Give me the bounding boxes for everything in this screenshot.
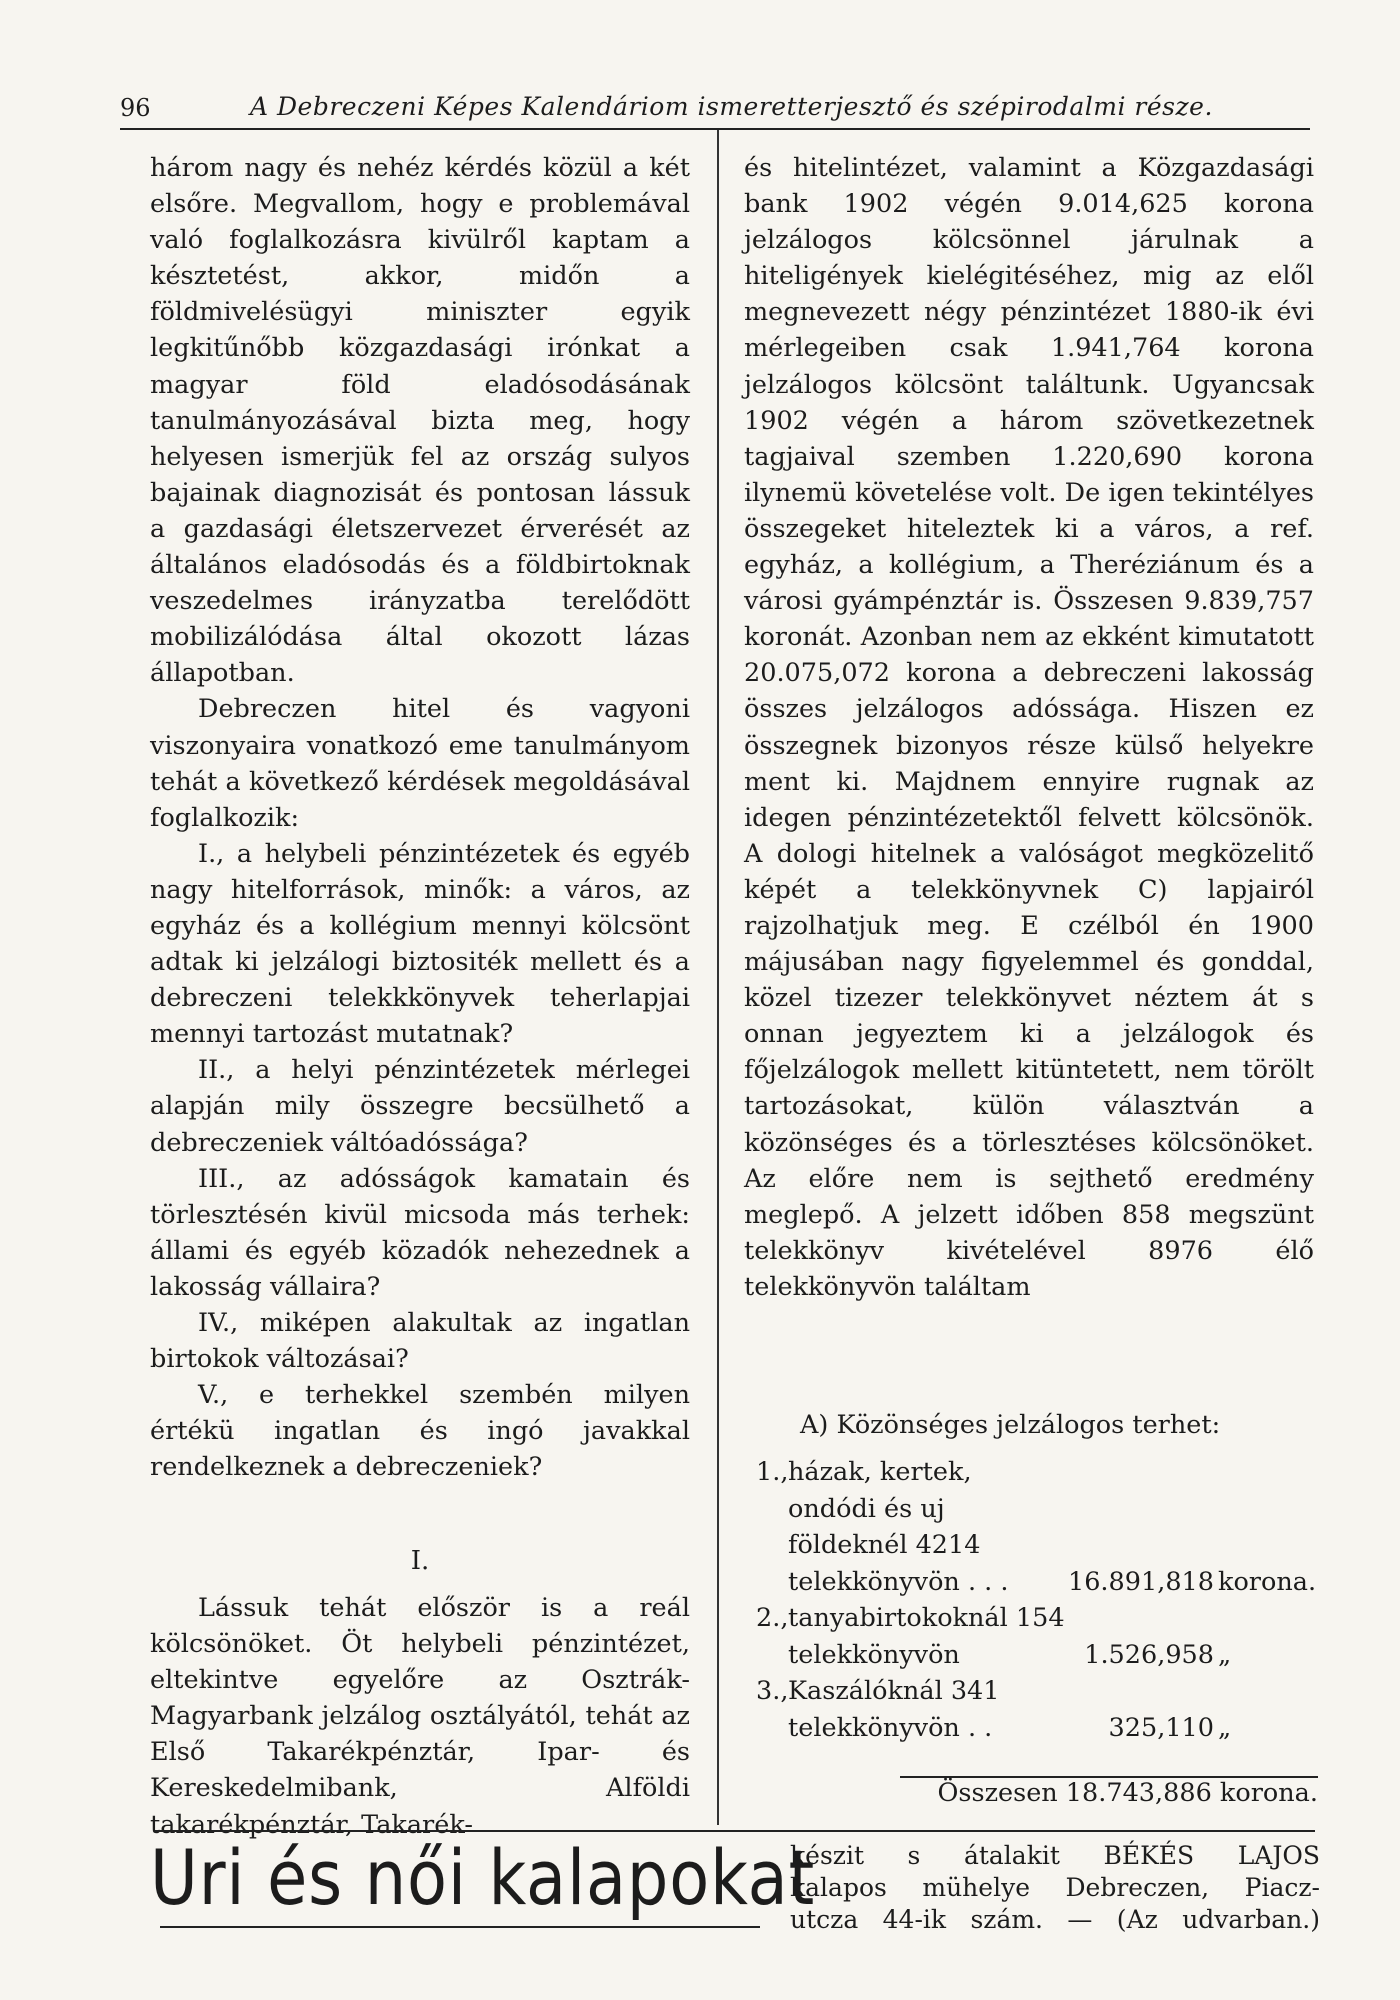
advertisement-line: kalapos mühelye Debreczen, Piacz- (790, 1873, 1320, 1902)
mortgage-table (756, 1454, 1316, 1746)
amount-unit: „ (1218, 1639, 1232, 1670)
section-text (150, 1590, 690, 1843)
mortgage-total: Összesen 18.743,886 korona. (937, 1778, 1318, 1808)
row-description: Kaszálóknál 341 telekkönyvön . . (788, 1676, 1000, 1743)
advertisement-line: készit s átalakit BÉKÉS LAJOS (790, 1841, 1320, 1870)
row-number: 3., (756, 1676, 789, 1706)
paragraph-right: és hitelintézet, valamint a Közgazdasági bank 1902 végén 9.014,625 korona jelzálogos kölcsönnel járulnak a hiteligények kielégitéséhez, mig az elől megnevezett négy pénzintézet 1880-ik évi mérlegeiben csak 1.941,764 korona jelzálogos kölcsönt találtunk. Ugyancsak 1902 végén a három szövetkezetnek tagjaival szemben 1.220,690 korona ilynemü követelése volt. De igen tekintélyes összegeket hiteleztek ki a város, a ref. egyház, a kollégium, a Theréziánum és a városi gyámpénztár is. Összesen 9.839,757 koronát. Azonban nem az ekként kimutatott 20.075,072 korona a debreczeni lakosság összes jelzálogos adóssága. Hiszen ez összegnek bizonyos része külső helyekre ment ki. Majdnem ennyire rugnak az idegen pénzintézetektől felvett kölcsönök. A dologi hitelnek a valóságot megközelitő képét a telekkönyvnek C) lapjairól rajzolhatjuk meg. E czélból én 1900 májusában nagy figyelemmel és gonddal, közel tizezer telekkönyvet néztem át s onnan jegyeztem ki a jelzálogok és főjelzálogok mellett kitüntetett, nem törölt tartozásokat, külön választván a közönséges és a törlesztéses kölcsönöket. Az előre nem is sejthető eredmény meglepő. A jelzett időben 858 megszünt telekkönyv kivételével 8976 élő telekkönyvön találtam (744, 153, 1314, 1302)
paragraph-continued: három nagy és nehéz kérdés közül a két elsőre. Megvallom, hogy e problemával való foglalkozásra kivülről kaptam a késztetést, akkor, midőn a földmivelésügyi miniszter egyik legkitűnőbb közgazdasági irónkat a magyar föld eladósodásának tanulmányozásával bizta meg, hogy helyesen ismerjük fel az ország sulyos bajainak diagnozisát és pontosan lássuk a gazdasági életszervezet érverését az általános eladósodás és a földbirtoknak veszedelmes irányzatba terelődött mobilizálódása által okozott lázas állapotban. (150, 153, 690, 689)
right-column (744, 150, 1314, 1305)
advertisement-text (790, 1840, 1320, 1936)
mortgage-row (756, 1673, 1316, 1746)
advertisement-line: utcza 44-ik szám. — (Az udvarban.) (790, 1905, 1320, 1934)
question-3: III., az adósságok kamatain és törlesztésén kivül micsoda más terhek: állami és egyéb közadók nehezednek a lakosság vállaira? (150, 1163, 690, 1302)
mortgage-row (756, 1600, 1316, 1673)
row-description: tanyabirtokoknál 154 telekkönyvön (788, 1603, 1065, 1670)
amount-value: 1.526,958 (1084, 1639, 1214, 1670)
advertisement-headline: Uri és női kalapokat (150, 1833, 816, 1922)
amount-unit: korona. (1218, 1566, 1317, 1597)
running-header (120, 88, 1310, 130)
left-column (150, 150, 690, 1485)
row-description: házak, kertek, ondódi és uj földeknél 4214 telekkönyvön . . . (788, 1457, 1009, 1597)
row-amount (1109, 1710, 1316, 1747)
row-number: 1., (756, 1457, 789, 1487)
section-paragraph: Lássuk tehát először is a reál kölcsönöket. Öt helybeli pénzintézet, eltekintve egyelőre az Osztrák-Magyarbank jelzálog osztályától, tehát az Első Takarékpénztár, Ipar- és Kereskedelmibank, Alföldi takarékpénztár, Takarék- (150, 1593, 690, 1840)
question-4: IV., miképen alakultak az ingatlan birtokok változásai? (150, 1308, 690, 1375)
amount-value: 16.891,818 (1067, 1566, 1214, 1597)
advertisement-bottom-rule (160, 1926, 760, 1928)
page-number: 96 (120, 94, 151, 122)
column-divider (717, 130, 719, 1825)
question-2: II., a helyi pénzintézetek mérlegei alapján mily összegre becsülhető a debreczeniek váltóadóssága? (150, 1055, 690, 1158)
row-amount (1068, 1564, 1316, 1601)
running-title: A Debreczeni Képes Kalendáriom ismeretterjesztő és szépirodalmi része. (250, 92, 1213, 121)
amount-unit: „ (1218, 1712, 1232, 1743)
row-number: 2., (756, 1603, 789, 1633)
paragraph-intro: Debreczen hitel és vagyoni viszonyaira vonatkozó eme tanulmányom tehát a következő kérdések megoldásával foglalkozik: (150, 694, 690, 833)
question-1: I., a helybeli pénzintézetek és egyéb nagy hitelforrások, minők: a város, az egyház és a kollégium mennyi kölcsönt adtak ki jelzálogi biztositék mellett és a debreczeni telekkkönyvek teherlapjai mennyi tartozást mutatnak? (150, 838, 690, 1050)
mortgage-title: A) Közönséges jelzálogos terhet: (800, 1410, 1221, 1440)
advertisement-top-rule (155, 1830, 1315, 1832)
question-5: V., e terhekkel szembén milyen értékü ingatlan és ingó javakkal rendelkeznek a debreczeniek? (150, 1380, 690, 1483)
row-amount (1084, 1637, 1316, 1674)
amount-value: 325,110 (1108, 1712, 1214, 1743)
section-heading: I. (410, 1546, 430, 1576)
mortgage-row (756, 1454, 1316, 1600)
